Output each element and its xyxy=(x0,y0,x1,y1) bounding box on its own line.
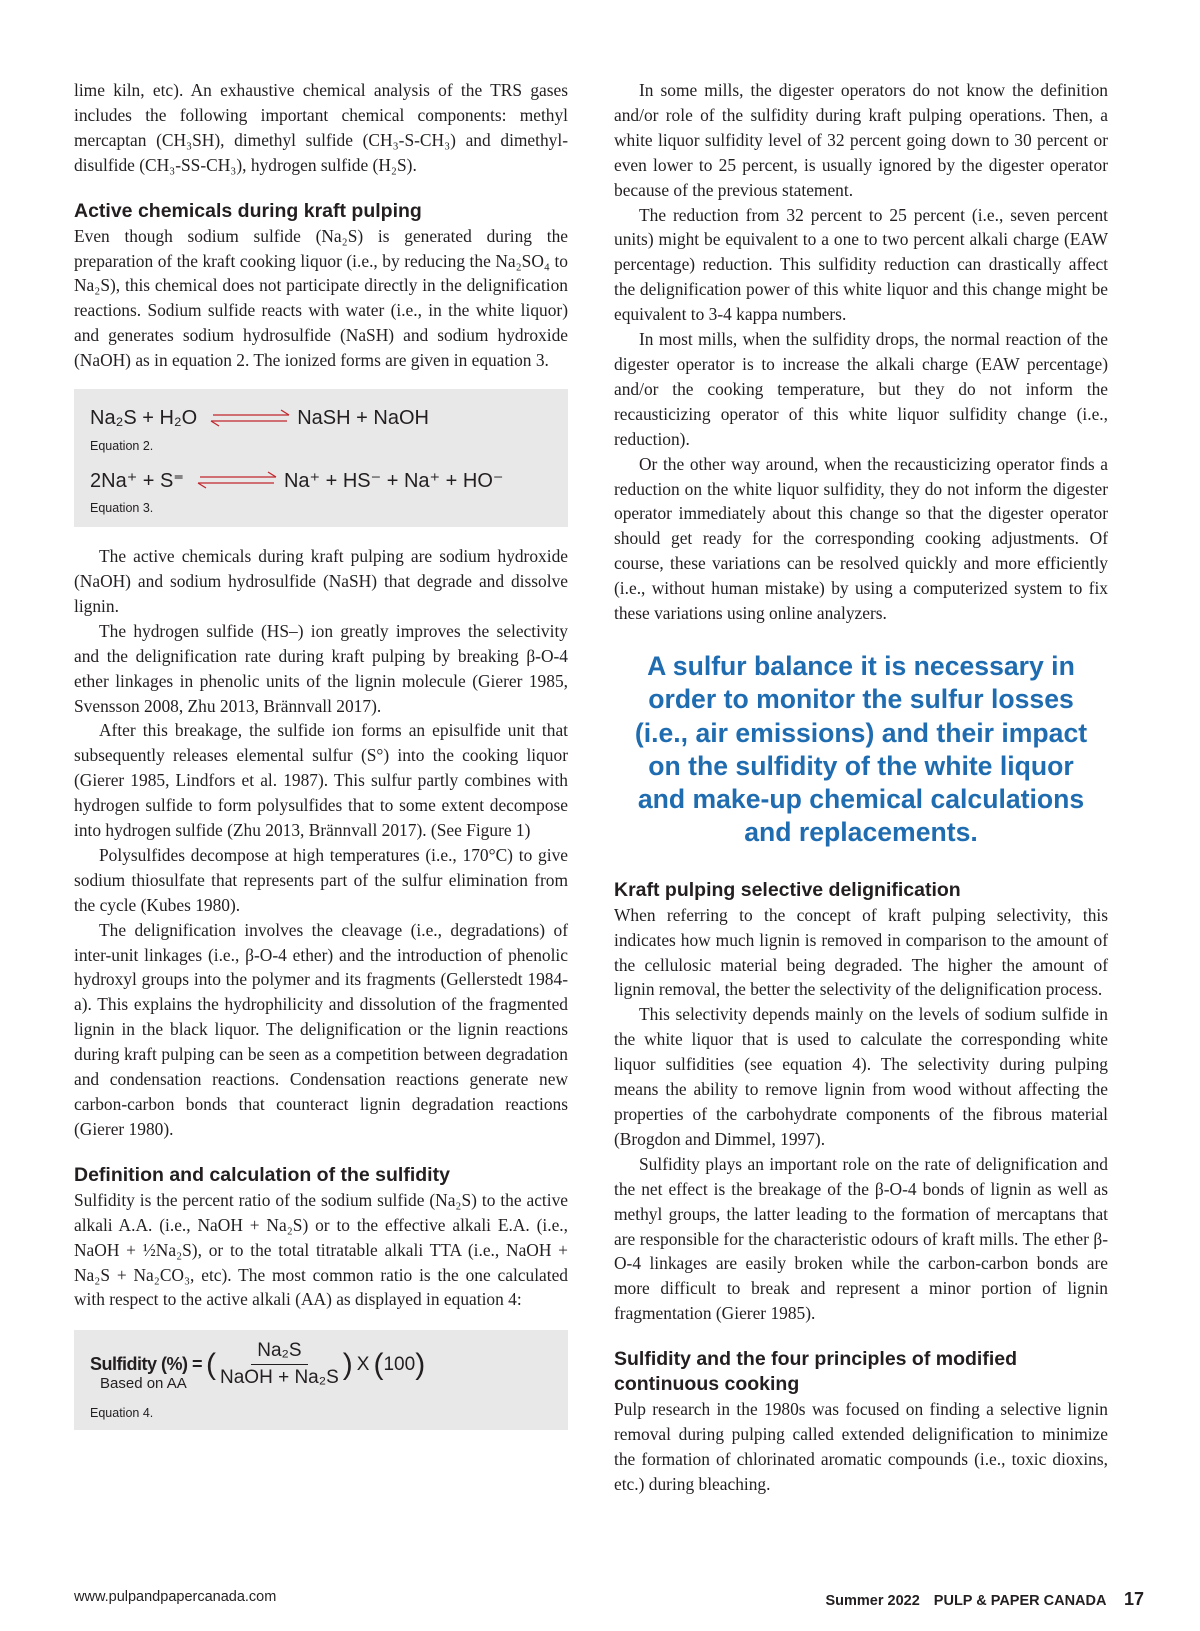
body-paragraph: This selectivity depends mainly on the levels of sodium sulfide in the white liquor that is used to calculate the corresponding white liquor sulfidities (see equation 4). The selectivity during pulping means the ability to remove lignin from wood without affecting the properties of the carbohydrate components of the fibrous material (Brogdon and Dimmel, 1997). xyxy=(614,1004,1108,1149)
equation-3 xyxy=(90,465,550,495)
equations-2-3-box xyxy=(74,389,568,527)
body-paragraph: When referring to the concept of kraft pulping selectivity, this indicates how much lignin is removed in comparison to the amount of the cellulosic material being degraded. The higher the amount of lignin removal, the better the selectivity of the delignification process. xyxy=(614,904,1108,1000)
equation-4-times: X xyxy=(356,1353,370,1375)
body-paragraph: Even though sodium sulfide (Na₂S) is generated during the preparation of the kraft cooking liquor (i.e., by reducing the Na₂SO₄ to Na₂S), this chemical does not participate directly in the delignification reactions. Sodium sulfide reacts with water (i.e., in the white liquor) and generates sodium hydrosulfide (NaSH) and sodium hydroxide (NaOH) as in equation 2. The ionized forms are given in equation 3. xyxy=(74,225,568,371)
body-paragraph: The hydrogen sulfide (HS–) ion greatly improves the selectivity and the delignification rate during kraft pulping by breaking β-O-4 ether linkages in phenolic units of the lignin molecule (Gierer 1985, Svensson 2008, Zhu 2013, Brännvall 2017). xyxy=(74,620,568,716)
body-paragraph: After this breakage, the sulfide ion forms an episulfide unit that subsequently releases elemental sulfur (S°) into the cooking liquor (Gierer 1985, Lindfors et al. 1987). This sulfur partly combines with hydrogen sulfide to form polysulfides that to some extent decompose into hydrogen sulfide (Zhu 2013, Brännvall 2017). (See Figure 1) xyxy=(74,720,568,841)
equation-4-hundred: 100 xyxy=(383,1353,416,1375)
body-paragraph: Sulfidity plays an important role on the rate of delignification and the net effect is the breakage of the β-O-4 bonds of lignin as well as methyl groups, the latter leading to the formation of mercaptans that are responsible for the characteristic odours of kraft mills. The ether β-O-4 linkages are easily broken while the carbon-carbon bonds are more difficult to break and represent a minor portion of lignin fragmentation (Gierer 1985). xyxy=(614,1153,1108,1324)
equation-3-label: Equation 3. xyxy=(90,501,154,516)
equilibrium-arrows-icon xyxy=(196,471,278,489)
equation-2-products: NaSH + NaOH xyxy=(297,406,429,429)
section-heading-four-principles: Sulfidity and the four principles of modified continuous cooking xyxy=(614,1348,1018,1396)
equation-3-reactants: 2Na⁺ + S⁼ xyxy=(90,469,184,492)
equation-4-numerator: Na₂S xyxy=(251,1340,307,1365)
equation-4-fraction xyxy=(220,1340,339,1389)
body-paragraph: The reduction from 32 percent to 25 percent (i.e., seven percent units) might be equivalent to a one to two percent alkali charge (EAW percentage) reduction. This sulfidity reduction can drastically affect the delignification power of this white liquor and this change might be equivalent to 3-4 kappa numbers. xyxy=(614,204,1108,325)
equation-4-label: Equation 4. xyxy=(90,1406,154,1421)
body-paragraph: In most mills, when the sulfidity drops, the normal reaction of the digester operator is to increase the alkali charge (EAW percentage) and/or the cooking temperature, but they do not inform the recausticizing operator of this white liquor sulfidity change (i.e., reduction). xyxy=(614,329,1108,449)
section-heading-definition: Definition and calculation of the sulfidity xyxy=(74,1163,450,1186)
body-paragraph: Polysulfides decompose at high temperatures (i.e., 170°C) to give sodium thiosulfate that represents part of the sulfur elimination from the cycle (Kubes 1980). xyxy=(74,844,568,915)
body-paragraph: Sulfidity is the percent ratio of the sodium sulfide (Na₂S) to the active alkali A.A. (i.e., NaOH + Na₂S) or to the effective alkali E.A. (i.e., NaOH + ½Na₂S), or to the total titratable alkali TTA (i.e., NaOH + Na₂S + Na₂CO₃, etc). The most common ratio is the one calculated with respect to the active alkali (AA) as displayed in equation 4: xyxy=(74,1189,568,1310)
body-paragraph: The active chemicals during kraft pulping are sodium hydroxide (NaOH) and sodium hydrosulfide (NaSH) that degrade and dissolve lignin. xyxy=(74,546,568,616)
body-paragraph: Pulp research in the 1980s was focused on finding a selective lignin removal during pulping called extended delignification to minimize the formation of chlorinated aromatic compounds (i.e., toxic dioxins, etc.) during bleaching. xyxy=(614,1399,1108,1494)
left-column xyxy=(74,78,568,1447)
footer-issue-info xyxy=(825,1589,1144,1610)
equation-4-lhs: Sulfidity (%) = xyxy=(90,1354,203,1375)
equation-4-denominator: NaOH + Na₂S xyxy=(220,1367,339,1389)
section-heading-kraft-selectivity: Kraft pulping selective delignification xyxy=(614,878,961,901)
equation-4: Sulfidity (%) = ( $\frac{\text{Na₂S}}{\text{NaOH + Na₂S}}$ ) X ( 100 ) xyxy=(90,1340,426,1389)
footer-issue: Summer 2022 xyxy=(825,1593,920,1609)
body-paragraph: The delignification involves the cleavage (i.e., degradations) of inter-unit linkages (i.e., β-O-4 ether) and the introduction of phenolic hydroxyl groups into the polymer and its fragments (Gellerstedt 1984-a). This explains the hydrophilicity and dissolution of the fragmented lignin in the black liquor. The delignification or the lignin reactions during kraft pulping can be seen as a competition between degradation and condensation reactions. Condensation reactions generate new carbon-carbon bonds that counteract lignin degradation reactions (Gierer 1980). xyxy=(74,919,568,1139)
body-paragraph: In some mills, the digester operators do not know the definition and/or role of the sulfidity during kraft pulping operations. Then, a white liquor sulfidity level of 32 percent going down to 30 percent or even lower to 25 percent, is usually ignored by the digester operator because of the previous statement. xyxy=(614,80,1108,200)
equation-3-products: Na⁺ + HS⁻ + Na⁺ + HO⁻ xyxy=(283,469,504,492)
right-column xyxy=(614,78,1108,1497)
body-paragraph: lime kiln, etc). An exhaustive chemical analysis of the TRS gases includes the following important chemical components: methyl mercaptan (CH₃SH), dimethyl sulfide (CH₃-S-CH₃) and dimethyl-disulfide (CH₃-SS-CH₃), hydrogen sulfide (H₂S). xyxy=(74,80,568,175)
equation-2-reactants: Na₂S + H₂O xyxy=(90,406,198,429)
pull-quote: A sulfur balance it is necessary in order to monitor the sulfur losses (i.e., air emissions) and their impact on the sulfidity of the white liquor and make-up chemical calculations and replacements. xyxy=(634,650,1088,848)
footer-magazine: PULP & PAPER CANADA xyxy=(933,1593,1106,1609)
body-paragraph: Or the other way around, when the recausticizing operator finds a reduction on the white liquor sulfidity, they do not inform the digester operator immediately about this change so that the digester operator should get ready for the corresponding cooking adjustments. Of course, these variations can be resolved quickly and more efficiently (i.e., without human mistake) by using a computerized system to fix these variations using online analyzers. xyxy=(614,453,1108,624)
page-number: 17 xyxy=(1123,1589,1144,1609)
section-heading-active-chemicals: Active chemicals during kraft pulping xyxy=(74,199,422,222)
equation-4-box xyxy=(74,1330,568,1430)
equation-4-basis: Based on AA xyxy=(100,1375,187,1393)
equilibrium-arrows-icon xyxy=(209,409,291,427)
footer-url[interactable]: www.pulpandpapercanada.com xyxy=(74,1589,277,1605)
equation-2 xyxy=(90,403,550,433)
equation-2-label: Equation 2. xyxy=(90,439,154,454)
